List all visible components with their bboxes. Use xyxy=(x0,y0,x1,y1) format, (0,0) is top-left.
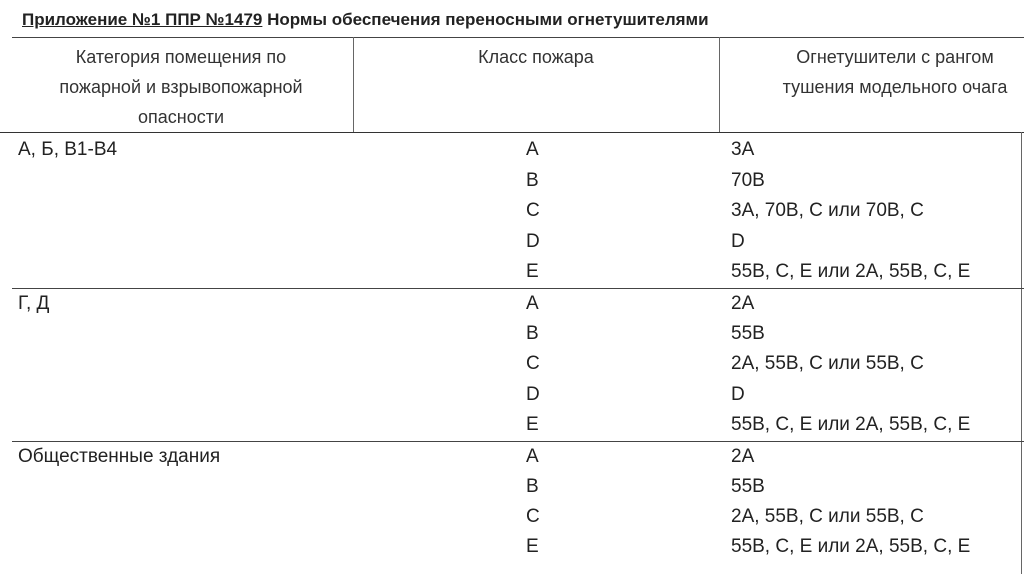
extinguisher-cell: 55B xyxy=(731,323,765,344)
header-extinguishers: Огнетушители с рангом тушения модельного очага xyxy=(782,47,1008,97)
fire-class-cell: B xyxy=(526,170,539,191)
extinguisher-cell: 55B, C, E или 2A, 55B, C, E xyxy=(731,414,971,435)
fire-class-cell: A xyxy=(526,446,539,467)
fire-class-cell: E xyxy=(526,261,539,282)
header-fire-class: Класс пожара xyxy=(478,47,594,67)
header-top-rule xyxy=(12,37,1024,38)
fire-class-cell: E xyxy=(526,536,539,557)
extinguisher-cell: 55B, C, E или 2A, 55B, C, E xyxy=(731,536,971,557)
fire-class-cell: A xyxy=(526,293,539,314)
fire-class-cell: E xyxy=(526,414,539,435)
fire-class-cell: A xyxy=(526,139,539,160)
extinguisher-cell: D xyxy=(731,384,745,405)
header-category: Категория помещения по пожарной и взрывопожарной опасности xyxy=(59,47,303,127)
extinguisher-cell: 70B xyxy=(731,170,765,191)
title-reference: Приложение №1 ППР №1479 xyxy=(22,10,263,29)
category-cell: Общественные здания xyxy=(18,446,221,467)
page-title xyxy=(22,10,709,30)
fire-class-cell: B xyxy=(526,323,539,344)
header-bottom-rule xyxy=(0,132,1024,133)
group-divider xyxy=(12,441,1024,442)
extinguisher-cell: 55B, C, E или 2A, 55B, C, E xyxy=(731,261,971,282)
extinguisher-cell: 3A, 70B, C или 70B, C xyxy=(731,200,924,221)
fire-class-cell: B xyxy=(526,476,539,497)
category-cell: А, Б, В1-В4 xyxy=(18,139,118,160)
extinguisher-cell: 55B xyxy=(731,476,765,497)
category-cell: Г, Д xyxy=(18,293,50,314)
title-text: Нормы обеспечения переносными огнетушителями xyxy=(262,10,709,29)
fire-class-cell: C xyxy=(526,353,540,374)
table-right-border xyxy=(1021,132,1022,574)
extinguisher-cell: 2A, 55B, C или 55B, C xyxy=(731,353,924,374)
fire-class-cell: D xyxy=(526,231,540,252)
header-divider-2 xyxy=(719,37,720,132)
extinguisher-cell: 2A, 55B, C или 55B, C xyxy=(731,506,924,527)
extinguisher-cell: 2A xyxy=(731,293,755,314)
fire-class-cell: C xyxy=(526,200,540,221)
extinguisher-cell: 2A xyxy=(731,446,755,467)
fire-class-cell: D xyxy=(526,384,540,405)
fire-class-cell: C xyxy=(526,506,540,527)
extinguisher-cell: 3A xyxy=(731,139,755,160)
group-divider xyxy=(12,288,1024,289)
extinguisher-cell: D xyxy=(731,231,745,252)
header-divider-1 xyxy=(353,37,354,132)
